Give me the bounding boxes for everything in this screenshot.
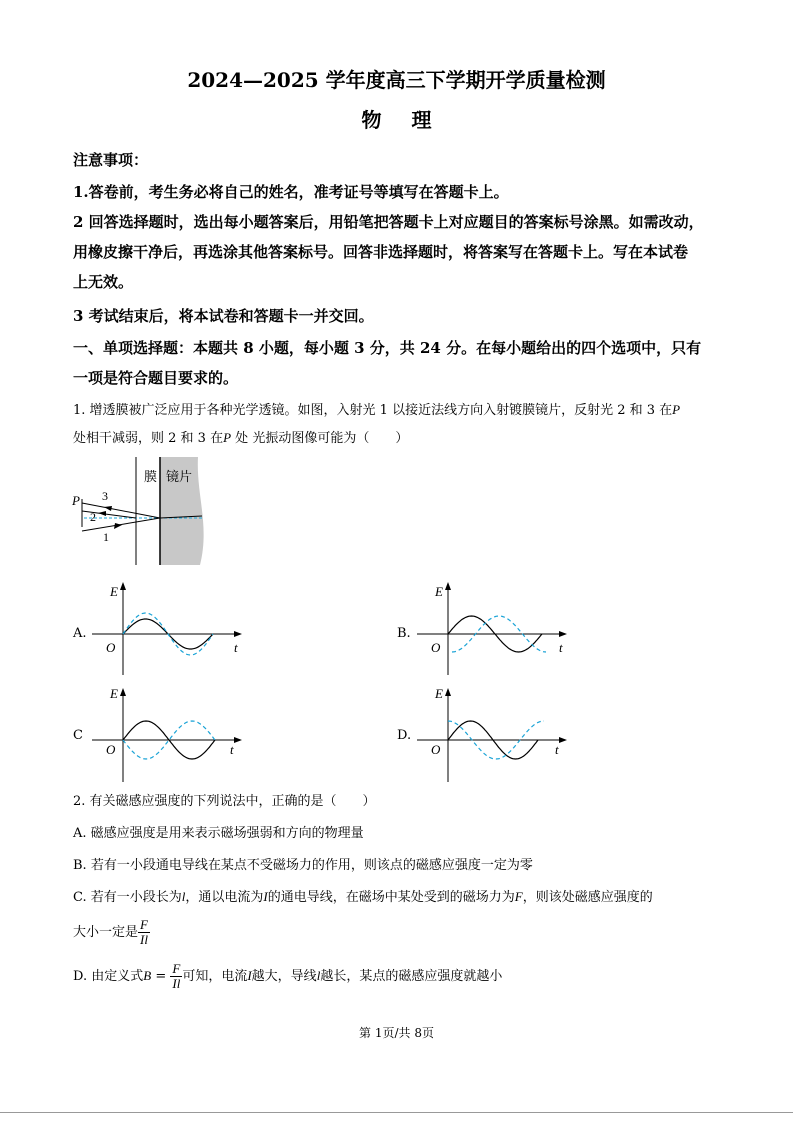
q2-stem: 2. 有关磁感应强度的下列说法中，正确的是（ ）	[73, 794, 376, 809]
option-c-graph	[90, 684, 250, 784]
q2-option-c-line-2: 大小一定是 $\frac{F}{Il}$	[73, 917, 148, 947]
axis-e-label: E	[435, 584, 443, 599]
ray-1-label: 1	[103, 530, 109, 544]
fraction-f-over-il: $\frac{F}{Il}$	[140, 917, 148, 947]
option-d-label: D.	[397, 728, 412, 743]
paper-title: 2024—2025 学年度高三下学期开学质量检测	[187, 68, 606, 92]
axis-t-label: t	[555, 742, 559, 757]
section-1-heading-line-2: 一项是符合题目要求的。	[73, 369, 239, 387]
option-a-graph	[90, 578, 250, 678]
q2-option-c-line-1: C. 若有一小段长为l，通以电流为I的通电导线，在磁场中某处受到的磁场力为F，则该处磁感应强度的	[73, 889, 653, 905]
film-label: 膜	[144, 469, 158, 484]
subject-title: 物理	[361, 108, 462, 132]
notes-item-2-line-3: 上无效。	[73, 273, 134, 291]
ray-3-arrow	[104, 506, 112, 511]
ray-1-arrow	[114, 523, 122, 529]
notes-item-2-line-2: 用橡皮擦干净后，再选涂其他答案标号。回答非选择题时，将答案写在答题卡上。写在本试卷	[73, 243, 689, 261]
q1-stem-line-2: 处相干减弱，则 2 和 3 在P 处 光振动图像可能为（ ）	[73, 430, 409, 446]
axis-t-label: t	[230, 742, 234, 757]
option-b-graph	[415, 578, 575, 678]
page-bottom-rule	[0, 1112, 793, 1113]
axis-t-label: t	[234, 640, 238, 655]
page-number: 第 1页/共 8页	[359, 1026, 434, 1040]
notes-heading: 注意事项：	[73, 151, 149, 169]
axis-e-label: E	[110, 686, 118, 701]
axis-t-label: t	[559, 640, 563, 655]
origin-label: O	[431, 742, 441, 757]
notes-item-1: 1.答卷前，考生务必将自己的姓名，准考证号等填写在答题卡上。	[73, 183, 509, 201]
q1-film-lens-diagram	[70, 455, 220, 570]
notes-item-3: 3 考试结束后，将本试卷和答题卡一并交回。	[73, 307, 374, 325]
origin-label: O	[106, 640, 116, 655]
option-b-label: B.	[397, 626, 411, 641]
lens-label: 镜片	[166, 469, 193, 484]
ray-3-label: 3	[102, 489, 108, 503]
q2-option-b: B. 若有一小段通电导线在某点不受磁场力的作用，则该点的磁感应强度一定为零	[73, 858, 533, 873]
q2-option-a: A. 磁感应强度是用来表示磁场强弱和方向的物理量	[73, 826, 364, 841]
q2-option-d: D. 由定义式B = $\frac{F}{Il}$ 可知，电流I越大，导线l越长，某点的磁感应强度就越小	[73, 961, 503, 991]
option-c-label: C	[73, 728, 83, 743]
ray-2-label: 2	[90, 510, 96, 524]
axis-e-label: E	[110, 584, 118, 599]
option-a-label: A.	[73, 626, 87, 641]
option-d-graph	[415, 684, 575, 784]
axis-e-label: E	[435, 686, 443, 701]
origin-label: O	[106, 742, 116, 757]
section-1-heading-line-1: 一、单项选择题：本题共 8 小题，每小题 3 分，共 24 分。在每小题给出的四个选项中，只有	[73, 339, 702, 357]
fraction-definition: $\frac{F}{Il}$	[172, 961, 181, 991]
origin-label: O	[431, 640, 441, 655]
point-p-label: P	[72, 493, 80, 508]
q1-stem-line-1: 1. 增透膜被广泛应用于各种光学透镜。如图，入射光 1 以接近法线方向入射镀膜镜片，反射光 2 和 3 在P	[73, 402, 681, 418]
notes-item-2-line-1: 2 回答选择题时，选出每小题答案后，用铅笔把答题卡上对应题目的答案标号涂黑。如需改动，	[73, 213, 704, 231]
